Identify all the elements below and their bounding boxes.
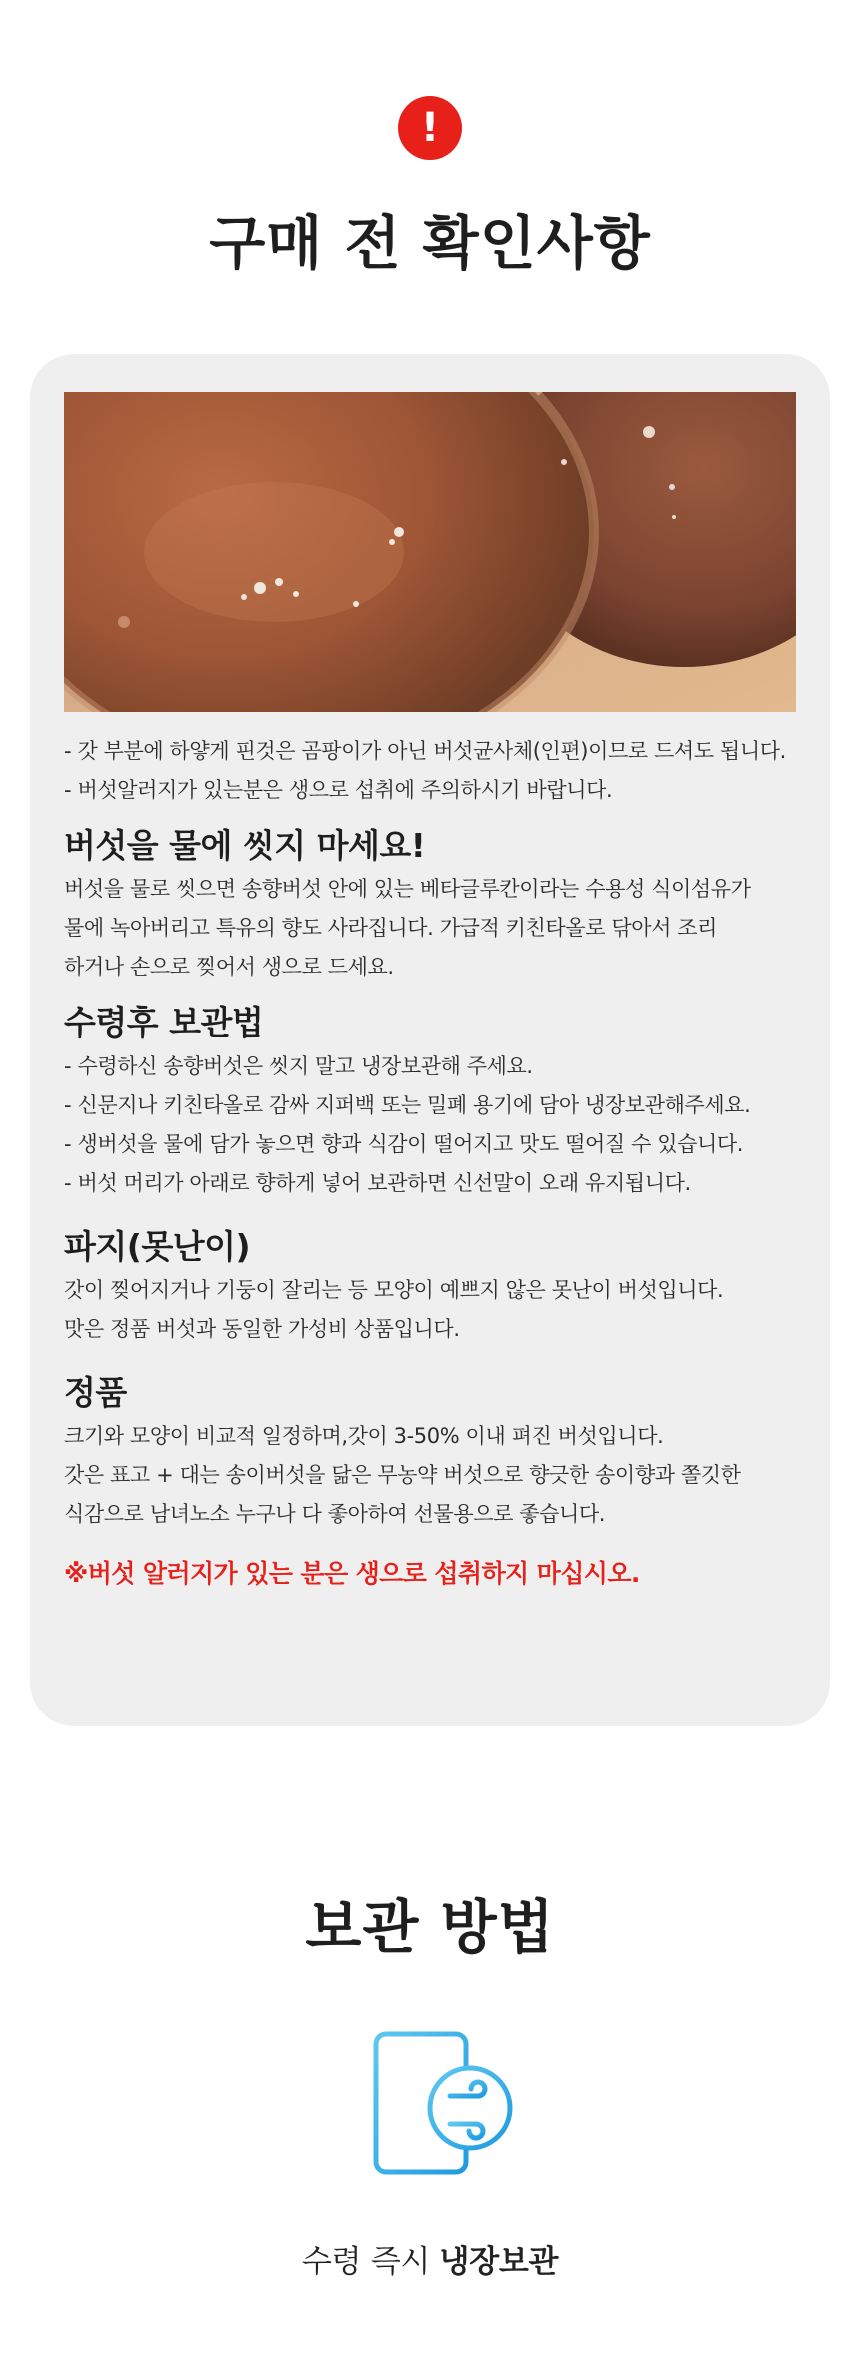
storage-caption-emphasis: 냉장보관 [439, 2244, 559, 2280]
page-title: 구매 전 확인사항 [209, 209, 651, 277]
storage-caption-prefix: 수령 즉시 [301, 2244, 440, 2280]
section-line: 맛은 정품 버섯과 동일한 가성비 상품입니다. [64, 1317, 460, 1341]
section-line: 갓이 찢어지거나 기둥이 잘리는 등 모양이 예쁘지 않은 못난이 버섯입니다. [64, 1278, 724, 1302]
section-line: 크기와 모양이 비교적 일정하며,갓이 3-50% 이내 펴진 버섯입니다. [64, 1424, 664, 1448]
notice-body [64, 732, 796, 1594]
section-line: - 버섯 머리가 아래로 향하게 넣어 보관하면 신선말이 오래 유지됩니다. [64, 1171, 691, 1195]
allergy-warning: ※버섯 알러지가 있는 분은 생으로 섭취하지 마십시오. [64, 1559, 640, 1588]
storage-title: 보관 방법 [305, 1893, 555, 1961]
section-heading-genuine: 정품 [64, 1373, 127, 1412]
refrigerator-icon [370, 2030, 516, 2190]
storage-caption [0, 2236, 860, 2281]
alert-icon: ! [398, 96, 462, 160]
mushroom-photo [64, 392, 796, 712]
section-line: - 수령하신 송향버섯은 씻지 말고 냉장보관해 주세요. [64, 1054, 533, 1078]
intro-line: - 버섯알러지가 있는분은 생으로 섭취에 주의하시기 바랍니다. [64, 778, 613, 802]
section-line: 버섯을 물로 씻으면 송향버섯 안에 있는 베타글루칸이라는 수용성 식이섬유가 [64, 877, 751, 901]
section-line: 하거나 손으로 찢어서 생으로 드세요. [64, 955, 394, 979]
section-heading-imperfect: 파지(못난이) [64, 1227, 251, 1266]
section-line: 갓은 표고 + 대는 송이버섯을 닮은 무농약 버섯으로 향긋한 송이향과 쫄깃한 [64, 1463, 741, 1487]
notice-card [30, 354, 830, 1726]
section-line: 식감으로 남녀노소 누구나 다 좋아하여 선물용으로 좋습니다. [64, 1502, 606, 1526]
section-line: - 생버섯을 물에 담가 놓으면 향과 식감이 떨어지고 맛도 떨어질 수 있습니다. [64, 1132, 744, 1156]
intro-line: - 갓 부분에 하얗게 핀것은 곰팡이가 아닌 버섯균사체(인편)이므로 드셔도 됩니다. [64, 739, 786, 763]
section-line: - 신문지나 키친타올로 감싸 지퍼백 또는 밀폐 용기에 담아 냉장보관해주세요. [64, 1093, 751, 1117]
section-heading-no-washing: 버섯을 물에 씻지 마세요! [64, 826, 426, 865]
section-line: 물에 녹아버리고 특유의 향도 사라집니다. 가급적 키친타올로 닦아서 조리 [64, 916, 718, 940]
section-heading-storage: 수령후 보관법 [64, 1003, 264, 1042]
